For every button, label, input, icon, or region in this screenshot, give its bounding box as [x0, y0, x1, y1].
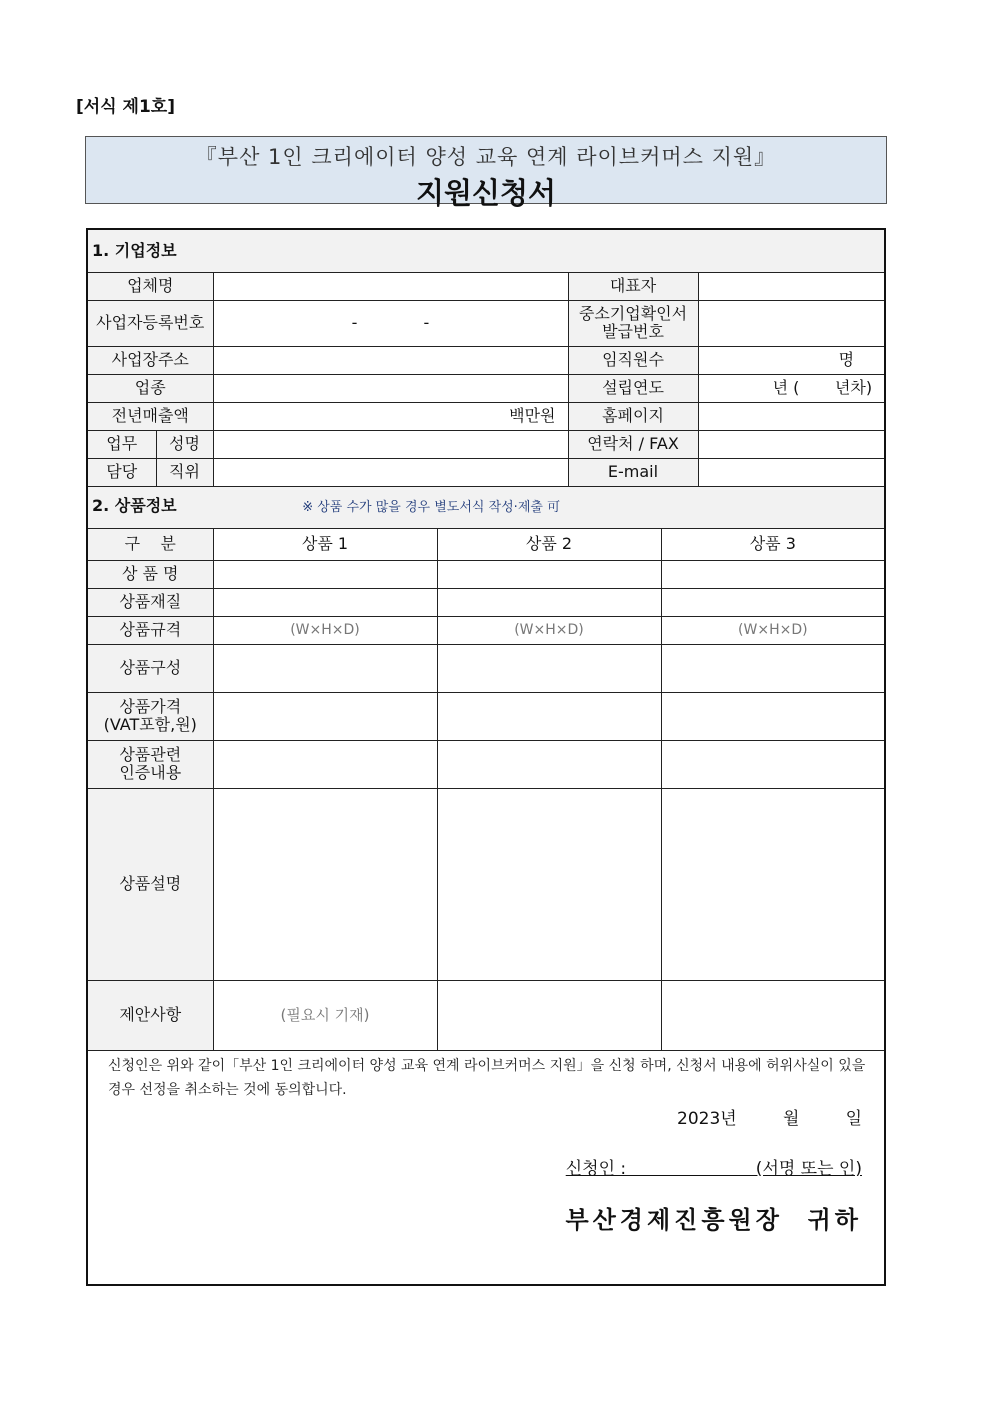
employees-label: 임직원수: [568, 346, 698, 374]
email-field[interactable]: [698, 458, 884, 486]
industry-label: 업종: [88, 374, 213, 402]
product-1-proposal-field[interactable]: (필요시 기재): [213, 980, 437, 1050]
title-main: 지원신청서: [415, 176, 557, 210]
representative-label: 대표자: [568, 272, 698, 300]
contact-position-label: 직위: [156, 458, 213, 486]
sme-cert-field[interactable]: [698, 300, 884, 346]
product-price-label: 상품가격 (VAT포함,원): [88, 692, 213, 740]
business-reg-no-label: 사업자등록번호: [88, 300, 213, 346]
product-3-description-field[interactable]: [661, 788, 884, 980]
product-1-header: 상품 1: [213, 528, 437, 560]
address-field[interactable]: [213, 346, 568, 374]
product-name-label: 상 품 명: [88, 560, 213, 588]
product-3-proposal-field[interactable]: [661, 980, 884, 1050]
form-number: [서식 제1호]: [76, 97, 175, 117]
homepage-field[interactable]: [698, 402, 884, 430]
product-3-certification-field[interactable]: [661, 740, 884, 788]
email-label: E-mail: [568, 458, 698, 486]
representative-field[interactable]: [698, 272, 884, 300]
revenue-field[interactable]: 백만원: [213, 402, 568, 430]
product-3-price-field[interactable]: [661, 692, 884, 740]
product-description-label: 상품설명: [88, 788, 213, 980]
product-certification-label: 상품관련 인증내용: [88, 740, 213, 788]
product-spec-label: 상품규격: [88, 616, 213, 644]
phone-fax-field[interactable]: [698, 430, 884, 458]
section2-heading-row: [88, 486, 884, 528]
company-name-label: 업체명: [88, 272, 213, 300]
product-2-description-field[interactable]: [437, 788, 661, 980]
product-1-spec-field[interactable]: (W×H×D): [213, 616, 437, 644]
contact-position-field[interactable]: [213, 458, 568, 486]
title-box: [85, 136, 887, 210]
declaration-text: 신청인은 위와 같이「부산 1인 크리에이터 양성 교육 연계 라이브커머스 지원」을 신청 하며, 신청서 내용에 허위사실이 있을 경우 선정을 취소하는 것에 동의합니다.: [108, 1058, 866, 1098]
product-1-price-field[interactable]: [213, 692, 437, 740]
addressee: 부산경제진흥원장 귀하: [565, 1206, 862, 1234]
product-2-spec-field[interactable]: (W×H×D): [437, 616, 661, 644]
product-3-header: 상품 3: [661, 528, 884, 560]
phone-fax-label: 연락처 / FAX: [568, 430, 698, 458]
company-name-field[interactable]: [213, 272, 568, 300]
product-composition-label: 상품구성: [88, 644, 213, 692]
section2-note: ※ 상품 수가 많을 경우 별도서식 작성·제출 可: [302, 500, 561, 515]
contact-person-label-bottom: 담당: [88, 458, 156, 486]
product-3-spec-field[interactable]: (W×H×D): [661, 616, 884, 644]
signature-line[interactable]: 신청인 : (서명 또는 인): [565, 1159, 862, 1179]
product-2-proposal-field[interactable]: [437, 980, 661, 1050]
business-reg-no-field[interactable]: - -: [213, 300, 568, 346]
product-2-price-field[interactable]: [437, 692, 661, 740]
proposal-label: 제안사항: [88, 980, 213, 1050]
contact-name-label: 성명: [156, 430, 213, 458]
product-2-material-field[interactable]: [437, 588, 661, 616]
product-1-name-field[interactable]: [213, 560, 437, 588]
employees-field[interactable]: 명: [698, 346, 884, 374]
homepage-label: 홈페이지: [568, 402, 698, 430]
division-label: 구 분: [88, 528, 213, 560]
address-label: 사업장주소: [88, 346, 213, 374]
application-form: [86, 228, 886, 1286]
product-3-name-field[interactable]: [661, 560, 884, 588]
date-line: 2023년 월 일: [677, 1109, 862, 1129]
sme-cert-label: 중소기업확인서 발급번호: [568, 300, 698, 346]
founded-field[interactable]: 년 ( 년차): [698, 374, 884, 402]
section1-heading: 1. 기업정보: [88, 230, 884, 272]
industry-field[interactable]: [213, 374, 568, 402]
founded-label: 설립연도: [568, 374, 698, 402]
product-1-certification-field[interactable]: [213, 740, 437, 788]
contact-person-label-top: 업무: [88, 430, 156, 458]
product-1-material-field[interactable]: [213, 588, 437, 616]
section2-heading: 2. 상품정보: [92, 496, 177, 515]
form-table: [88, 230, 884, 1051]
product-2-header: 상품 2: [437, 528, 661, 560]
product-2-composition-field[interactable]: [437, 644, 661, 692]
title-subtitle: 『부산 1인 크리에이터 양성 교육 연계 라이브커머스 지원』: [195, 145, 777, 169]
product-1-composition-field[interactable]: [213, 644, 437, 692]
product-3-composition-field[interactable]: [661, 644, 884, 692]
contact-name-field[interactable]: [213, 430, 568, 458]
product-material-label: 상품재질: [88, 588, 213, 616]
product-2-certification-field[interactable]: [437, 740, 661, 788]
product-1-description-field[interactable]: [213, 788, 437, 980]
product-2-name-field[interactable]: [437, 560, 661, 588]
product-3-material-field[interactable]: [661, 588, 884, 616]
revenue-label: 전년매출액: [88, 402, 213, 430]
